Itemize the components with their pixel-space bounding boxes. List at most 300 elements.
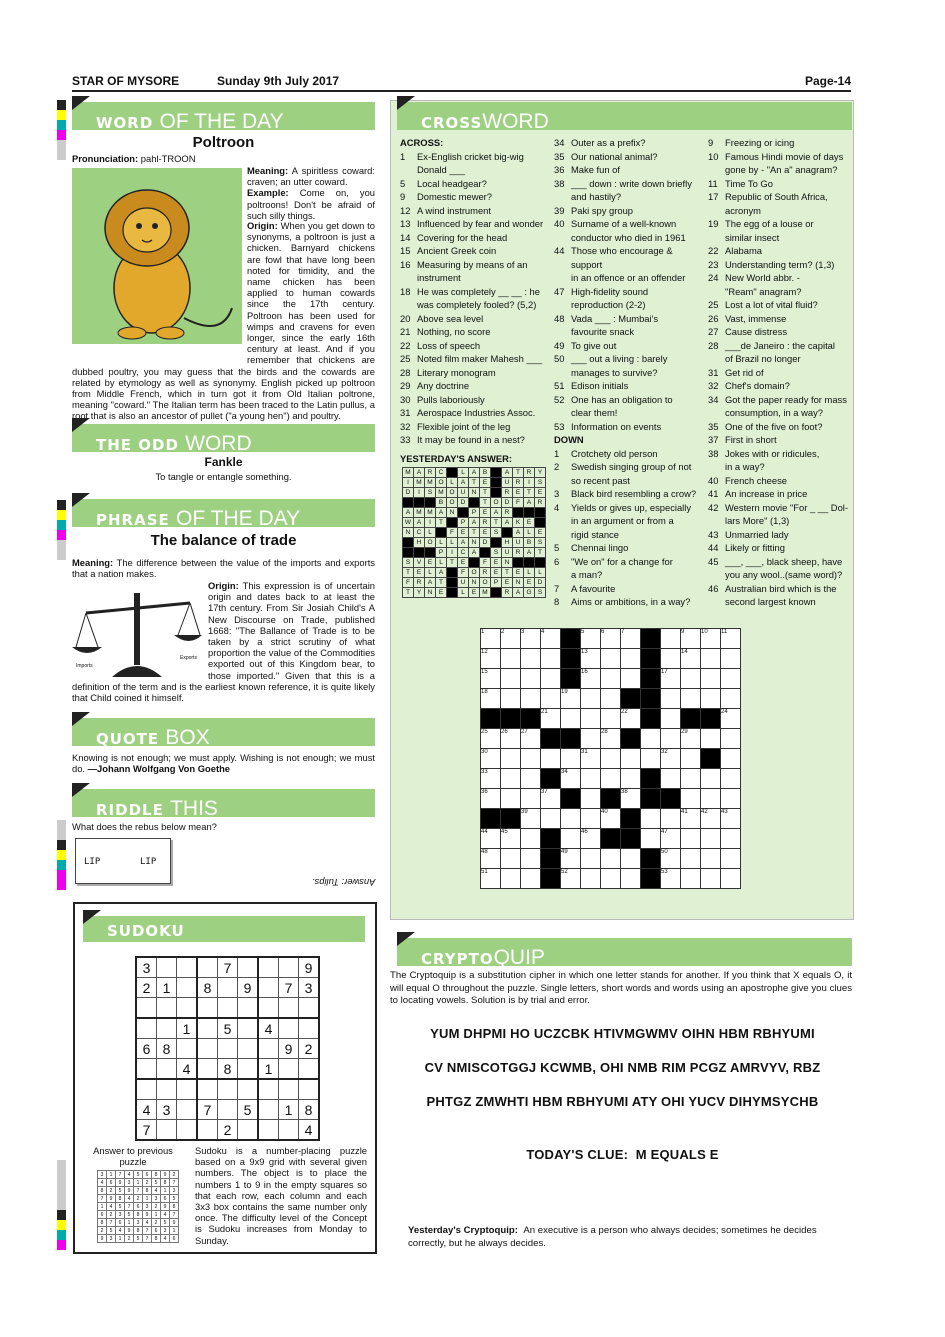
crossword-cell[interactable] <box>661 689 681 709</box>
crossword-cell[interactable]: 34 <box>561 769 581 789</box>
answer-cell <box>425 548 436 558</box>
prev-sudoku-cell: 4 <box>125 1195 134 1203</box>
crossword-cell[interactable] <box>501 749 521 769</box>
crossword-cell[interactable] <box>701 669 721 689</box>
sudoku-cell[interactable] <box>279 1120 299 1141</box>
crossword-cell[interactable] <box>601 649 621 669</box>
sudoku-cell[interactable] <box>218 1100 238 1120</box>
sudoku-cell[interactable] <box>218 1039 238 1059</box>
crossword-cell[interactable]: 48 <box>481 849 501 869</box>
crossword-cell[interactable]: 38 <box>621 789 641 809</box>
crossword-cell[interactable] <box>501 669 521 689</box>
crossword-cell[interactable] <box>621 849 641 869</box>
prev-sudoku-cell: 6 <box>116 1219 125 1227</box>
crossword-cell[interactable] <box>621 869 641 889</box>
prev-sudoku-cell: 2 <box>107 1187 116 1195</box>
answer-cell: R <box>480 518 491 528</box>
sudoku-cell[interactable]: 8 <box>197 978 218 998</box>
crossword-cell[interactable] <box>641 829 661 849</box>
answer-cell: T <box>535 548 546 558</box>
crossword-cell[interactable] <box>601 709 621 729</box>
clue-item: you any wool..(same word)? <box>725 569 843 580</box>
sudoku-cell[interactable] <box>299 1079 320 1100</box>
across-clues-2 <box>554 136 704 609</box>
crossword-cell[interactable]: 5 <box>581 629 601 649</box>
crossword-cell[interactable] <box>681 749 701 769</box>
sudoku-cell[interactable] <box>157 1059 177 1080</box>
answer-cell: B <box>524 538 535 548</box>
sudoku-cell[interactable] <box>177 1100 198 1120</box>
crossword-cell[interactable]: 36 <box>481 789 501 809</box>
clue-item: 43 Unmarried lady <box>708 528 789 540</box>
crossword-cell[interactable]: 1 <box>481 629 501 649</box>
crossword-cell[interactable]: 13 <box>581 649 601 669</box>
clue-item: second largest known <box>725 596 816 607</box>
crossword-cell[interactable] <box>501 689 521 709</box>
yesterday-cryptoquip: Yesterday's Cryptoquip: An executive is a person who always decides; sometimes he decides correctly, but he always decides. <box>408 1225 817 1249</box>
sudoku-cell[interactable] <box>177 957 198 978</box>
crossword-cell[interactable]: 26 <box>501 729 521 749</box>
crossword-cell <box>561 729 581 749</box>
sudoku-cell[interactable] <box>136 1059 157 1080</box>
crossword-cell[interactable] <box>541 649 561 669</box>
crossword-cell[interactable] <box>581 849 601 869</box>
crossword-cell[interactable] <box>661 729 681 749</box>
crossword-cell[interactable] <box>641 809 661 829</box>
sudoku-cell[interactable] <box>279 998 299 1019</box>
crossword-cell[interactable] <box>581 809 601 829</box>
crossword-cell[interactable] <box>521 749 541 769</box>
crossword-cell[interactable]: 24 <box>721 709 741 729</box>
crossword-cell[interactable] <box>521 869 541 889</box>
sudoku-cell[interactable] <box>157 1018 177 1039</box>
crossword-cell[interactable] <box>721 849 741 869</box>
crossword-cell[interactable]: 19 <box>561 689 581 709</box>
sudoku-cell[interactable] <box>157 1079 177 1100</box>
answer-cell: E <box>469 588 480 598</box>
crossword-cell <box>621 829 641 849</box>
answer-cell: A <box>502 468 513 478</box>
crossword-cell[interactable] <box>581 769 601 789</box>
crossword-cell[interactable]: 14 <box>681 649 701 669</box>
crossword-cell[interactable] <box>521 669 541 689</box>
crossword-cell[interactable] <box>701 729 721 749</box>
crossword-cell[interactable] <box>561 749 581 769</box>
crossword-cell[interactable]: 15 <box>481 669 501 689</box>
crossword-cell[interactable]: 7 <box>621 629 641 649</box>
prev-sudoku-cell: 8 <box>116 1195 125 1203</box>
crossword-cell[interactable] <box>601 669 621 689</box>
prev-sudoku-cell: 4 <box>98 1179 107 1187</box>
crossword-cell <box>561 669 581 689</box>
sudoku-cell[interactable] <box>258 1079 279 1100</box>
crossword-cell[interactable] <box>601 749 621 769</box>
sudoku-cell[interactable] <box>258 1039 279 1059</box>
crossword-cell[interactable] <box>681 789 701 809</box>
crossword-cell[interactable] <box>661 649 681 669</box>
crossword-cell[interactable]: 43 <box>721 809 741 829</box>
crossword-cell[interactable] <box>701 829 721 849</box>
crossword-cell[interactable]: 28 <box>601 729 621 749</box>
riddle-question: What does the rebus below mean? <box>72 821 217 832</box>
crossword-cell[interactable]: 11 <box>721 629 741 649</box>
prev-sudoku-cell: 1 <box>134 1179 143 1187</box>
crossword-cell[interactable] <box>581 689 601 709</box>
crossword-cell[interactable]: 12 <box>481 649 501 669</box>
sudoku-cell[interactable] <box>238 957 259 978</box>
crossword-cell[interactable] <box>721 769 741 789</box>
crossword-cell[interactable] <box>581 869 601 889</box>
sudoku-cell[interactable]: 7 <box>279 978 299 998</box>
sudoku-cell[interactable] <box>238 998 259 1019</box>
prev-sudoku-cell: 7 <box>143 1227 152 1235</box>
crossword-cell[interactable]: 45 <box>501 829 521 849</box>
sudoku-cell[interactable] <box>258 978 279 998</box>
crossword-cell[interactable] <box>721 869 741 889</box>
crossword-cell[interactable] <box>501 649 521 669</box>
crossword-cell[interactable]: 16 <box>581 669 601 689</box>
answer-cell <box>524 508 535 518</box>
crossword-cell[interactable]: 53 <box>661 869 681 889</box>
crossword-cell <box>541 849 561 869</box>
crossword-cell[interactable] <box>721 649 741 669</box>
sudoku-cell[interactable]: 9 <box>238 978 259 998</box>
crossword-cell[interactable] <box>561 709 581 729</box>
crossword-cell[interactable]: 27 <box>521 729 541 749</box>
crossword-cell[interactable] <box>641 749 661 769</box>
sudoku-cell[interactable] <box>279 957 299 978</box>
sudoku-cell[interactable] <box>279 1059 299 1080</box>
sudoku-cell[interactable]: 2 <box>136 978 157 998</box>
sudoku-cell[interactable]: 9 <box>299 957 320 978</box>
sudoku-cell[interactable]: 6 <box>136 1039 157 1059</box>
crossword-cell[interactable]: 47 <box>661 829 681 849</box>
crossword-cell[interactable] <box>521 649 541 669</box>
sudoku-cell[interactable]: 5 <box>218 1018 238 1039</box>
prev-sudoku-cell: 3 <box>170 1187 179 1195</box>
answer-cell: N <box>513 578 524 588</box>
sudoku-cell[interactable] <box>258 1100 279 1120</box>
crossword-cell <box>641 689 661 709</box>
sudoku-cell[interactable] <box>136 1079 157 1100</box>
clue-item: 32 Flexible joint of the leg <box>400 420 511 432</box>
sudoku-cell[interactable] <box>218 1079 238 1100</box>
answer-cell: L <box>535 568 546 578</box>
crossword-cell[interactable] <box>561 829 581 849</box>
crossword-cell[interactable]: 4 <box>541 629 561 649</box>
sudoku-cell[interactable] <box>157 1120 177 1141</box>
answer-cell: E <box>436 588 447 598</box>
clue-item: 31 Aerospace Industries Assoc. <box>400 407 536 418</box>
sudoku-cell[interactable] <box>299 1018 320 1039</box>
crossword-cell[interactable] <box>721 729 741 749</box>
sudoku-cell[interactable]: 3 <box>136 957 157 978</box>
answer-cell: R <box>502 508 513 518</box>
answer-cell: F <box>458 568 469 578</box>
answer-cell: T <box>403 568 414 578</box>
crossword-cell <box>641 869 661 889</box>
sudoku-cell[interactable] <box>238 1039 259 1059</box>
crossword-cell[interactable]: 40 <box>601 809 621 829</box>
sudoku-cell[interactable] <box>238 1018 259 1039</box>
crossword-cell[interactable] <box>661 809 681 829</box>
sudoku-cell[interactable] <box>299 998 320 1019</box>
crossword-cell[interactable]: 46 <box>581 829 601 849</box>
crossword-cell[interactable] <box>601 689 621 709</box>
sudoku-cell[interactable] <box>258 1120 279 1141</box>
crossword-cell[interactable]: 9 <box>681 629 701 649</box>
crossword-cell[interactable] <box>541 689 561 709</box>
sudoku-cell[interactable] <box>136 1018 157 1039</box>
sudoku-cell[interactable]: 7 <box>218 957 238 978</box>
prev-sudoku-cell: 3 <box>152 1195 161 1203</box>
sudoku-cell[interactable]: 8 <box>299 1100 320 1120</box>
clue-item: 28 ___de Janeiro : the capital <box>708 339 835 351</box>
crossword-cell[interactable]: 52 <box>561 869 581 889</box>
crossword-cell[interactable]: 3 <box>521 629 541 649</box>
crossword-cell[interactable]: 25 <box>481 729 501 749</box>
crossword-cell[interactable]: 21 <box>541 709 561 729</box>
crossword-cell[interactable] <box>501 789 521 809</box>
sudoku-cell[interactable] <box>218 998 238 1019</box>
sudoku-cell[interactable] <box>197 1039 218 1059</box>
sudoku-cell[interactable]: 2 <box>218 1120 238 1141</box>
crossword-cell[interactable] <box>521 829 541 849</box>
crossword-cell[interactable] <box>501 849 521 869</box>
sudoku-cell[interactable]: 1 <box>177 1018 198 1039</box>
sudoku-cell[interactable] <box>299 1059 320 1080</box>
answer-cell: I <box>447 548 458 558</box>
crossword-cell[interactable]: 50 <box>661 849 681 869</box>
crossword-cell[interactable] <box>601 769 621 789</box>
prev-sudoku-cell: 9 <box>161 1203 170 1211</box>
sudoku-cell[interactable] <box>136 998 157 1019</box>
crossword-cell[interactable]: 18 <box>481 689 501 709</box>
crossword-cell[interactable]: 31 <box>581 749 601 769</box>
answer-cell <box>502 528 513 538</box>
crossword-cell[interactable]: 2 <box>501 629 521 649</box>
answer-cell: A <box>524 498 535 508</box>
answer-cell: S <box>425 488 436 498</box>
answer-cell: T <box>524 488 535 498</box>
previous-sudoku-grid <box>97 1170 179 1243</box>
sudoku-cell[interactable]: 3 <box>157 1100 177 1120</box>
answer-cell <box>491 468 502 478</box>
sudoku-cell[interactable] <box>177 1120 198 1141</box>
sudoku-cell[interactable]: 8 <box>218 1059 238 1080</box>
crossword-cell[interactable] <box>521 789 541 809</box>
sudoku-cell[interactable]: 1 <box>258 1059 279 1080</box>
clue-item: 4 Yields or gives up, especially <box>554 501 692 513</box>
sudoku-cell[interactable]: 3 <box>299 978 320 998</box>
crossword-cell[interactable] <box>541 669 561 689</box>
crossword-cell <box>541 869 561 889</box>
crossword-cell[interactable] <box>681 689 701 709</box>
sudoku-cell[interactable] <box>279 1079 299 1100</box>
clue-item: 20 Above sea level <box>400 312 484 324</box>
answer-cell: O <box>469 568 480 578</box>
crossword-cell[interactable] <box>621 649 641 669</box>
crossword-cell[interactable] <box>701 789 721 809</box>
crossword-cell[interactable] <box>521 849 541 869</box>
clue-item: 9 Freezing or icing <box>708 137 795 148</box>
crossword-cell[interactable]: 33 <box>481 769 501 789</box>
crossword-cell[interactable] <box>661 769 681 789</box>
answer-cell: T <box>502 568 513 578</box>
crossword-cell[interactable] <box>581 709 601 729</box>
crossword-cell[interactable] <box>701 649 721 669</box>
crossword-cell[interactable] <box>601 869 621 889</box>
sudoku-cell[interactable]: 7 <box>197 1100 218 1120</box>
sudoku-cell[interactable]: 1 <box>279 1100 299 1120</box>
crossword-cell[interactable] <box>701 769 721 789</box>
crossword-cell[interactable]: 6 <box>601 629 621 649</box>
cryptoquip-banner: CRYPTOQUIP <box>397 938 852 966</box>
sudoku-cell[interactable] <box>197 1079 218 1100</box>
answer-cell: S <box>535 588 546 598</box>
phrase-banner: PHRASE OF THE DAY <box>72 499 375 527</box>
sudoku-cell[interactable]: 2 <box>299 1039 320 1059</box>
crossword-cell[interactable] <box>701 689 721 709</box>
crossword-cell[interactable] <box>681 849 701 869</box>
clue-item: 50 ___ out a living : barely <box>554 353 668 364</box>
crossword-cell[interactable] <box>681 769 701 789</box>
answer-cell: A <box>502 518 513 528</box>
answer-cell: N <box>403 528 414 538</box>
answer-cell: M <box>480 588 491 598</box>
crossword-cell[interactable] <box>601 849 621 869</box>
crossword-cell[interactable] <box>621 669 641 689</box>
answer-cell: C <box>414 528 425 538</box>
sudoku-cell[interactable] <box>197 1018 218 1039</box>
crossword-cell[interactable] <box>681 669 701 689</box>
sudoku-cell[interactable] <box>238 1059 259 1080</box>
sudoku-cell[interactable]: 4 <box>136 1100 157 1120</box>
crossword-cell[interactable]: 32 <box>661 749 681 769</box>
answer-cell <box>447 468 458 478</box>
sudoku-cell[interactable] <box>258 998 279 1019</box>
crossword-cell[interactable]: 42 <box>701 809 721 829</box>
sudoku-cell[interactable] <box>157 998 177 1019</box>
crossword-cell[interactable] <box>541 809 561 829</box>
crossword-cell[interactable]: 17 <box>661 669 681 689</box>
crossword-cell[interactable] <box>641 729 661 749</box>
crossword-cell[interactable] <box>581 729 601 749</box>
crossword-cell[interactable] <box>621 749 641 769</box>
answer-cell <box>513 508 524 518</box>
crossword-cell[interactable] <box>621 769 641 789</box>
answer-cell: U <box>458 488 469 498</box>
prev-sudoku-cell: 5 <box>152 1179 161 1187</box>
crossword-cell[interactable] <box>681 829 701 849</box>
crossword-cell[interactable]: 37 <box>541 789 561 809</box>
sudoku-cell[interactable] <box>279 1018 299 1039</box>
answer-cell: F <box>447 528 458 538</box>
crossword-cell[interactable] <box>521 689 541 709</box>
sudoku-cell[interactable] <box>177 1039 198 1059</box>
crossword-cell[interactable] <box>501 769 521 789</box>
sudoku-cell[interactable] <box>197 1120 218 1141</box>
crossword-cell[interactable]: 41 <box>681 809 701 829</box>
sudoku-cell[interactable] <box>177 998 198 1019</box>
sudoku-cell[interactable] <box>197 998 218 1019</box>
sudoku-cell[interactable]: 1 <box>157 978 177 998</box>
clue-item: manages to survive? <box>571 366 658 378</box>
crossword-cell[interactable] <box>581 789 601 809</box>
prev-sudoku-cell: 4 <box>143 1219 152 1227</box>
answer-cell <box>491 478 502 488</box>
answer-cell: L <box>436 558 447 568</box>
sudoku-cell[interactable]: 7 <box>136 1120 157 1141</box>
sudoku-cell[interactable] <box>258 957 279 978</box>
sudoku-cell[interactable] <box>177 978 198 998</box>
sudoku-cell[interactable] <box>218 978 238 998</box>
sudoku-cell[interactable] <box>238 1079 259 1100</box>
clue-item: was completely fooled? (5,2) <box>417 299 537 310</box>
crossword-cell[interactable]: 44 <box>481 829 501 849</box>
crossword-cell[interactable]: 49 <box>561 849 581 869</box>
cryptoquip-line-2: CV NMISCOTGGJ KCWMB, OHI NMB RIM PCGZ AMRVYV, RBZ <box>424 1060 821 1075</box>
crossword-cell[interactable] <box>661 629 681 649</box>
crossword-cell[interactable]: 51 <box>481 869 501 889</box>
sudoku-cell[interactable]: 9 <box>279 1039 299 1059</box>
clue-item: 14 Covering for the head <box>400 231 508 243</box>
crossword-cell[interactable] <box>721 669 741 689</box>
clue-item: 39 Paki spy group <box>554 204 634 216</box>
sudoku-cell[interactable]: 4 <box>177 1059 198 1080</box>
answer-cell: C <box>458 548 469 558</box>
answer-cell: N <box>469 538 480 548</box>
crossword-cell[interactable]: 29 <box>681 729 701 749</box>
crossword-cell[interactable] <box>701 869 721 889</box>
sudoku-cell[interactable] <box>197 1059 218 1080</box>
answer-cell: M <box>436 488 447 498</box>
crossword-cell[interactable] <box>501 869 521 889</box>
crossword-cell[interactable]: 22 <box>621 709 641 729</box>
sudoku-cell[interactable]: 5 <box>238 1100 259 1120</box>
sudoku-cell[interactable] <box>197 957 218 978</box>
answer-cell: S <box>491 548 502 558</box>
sudoku-cell[interactable]: 4 <box>299 1120 320 1141</box>
crossword-cell[interactable] <box>721 689 741 709</box>
crossword-cell[interactable] <box>561 809 581 829</box>
crossword-cell[interactable]: 10 <box>701 629 721 649</box>
crossword-cell[interactable] <box>661 709 681 729</box>
crossword-cell[interactable] <box>701 849 721 869</box>
prev-sudoku-cell: 3 <box>98 1171 107 1179</box>
crossword-cell[interactable]: 39 <box>521 809 541 829</box>
clue-item: 38 Jokes with or ridicules, <box>708 447 820 459</box>
crossword-cell[interactable]: 30 <box>481 749 501 769</box>
clue-item: in an argument or from a <box>571 515 674 526</box>
sudoku-cell[interactable] <box>177 1079 198 1100</box>
sudoku-cell[interactable] <box>238 1120 259 1141</box>
prev-sudoku-cell: 2 <box>152 1203 161 1211</box>
answer-cell: E <box>480 478 491 488</box>
crossword-cell[interactable] <box>681 869 701 889</box>
crossword-cell[interactable] <box>721 749 741 769</box>
sudoku-cell[interactable] <box>157 957 177 978</box>
crossword-cell[interactable] <box>521 769 541 789</box>
odd-word-banner: THE ODD WORD <box>72 424 375 452</box>
crossword-cell[interactable] <box>721 829 741 849</box>
crossword-cell[interactable] <box>541 749 561 769</box>
crossword-cell[interactable] <box>721 789 741 809</box>
answer-cell <box>403 498 414 508</box>
sudoku-cell[interactable]: 8 <box>157 1039 177 1059</box>
sudoku-cell[interactable]: 4 <box>258 1018 279 1039</box>
answer-cell: E <box>513 568 524 578</box>
